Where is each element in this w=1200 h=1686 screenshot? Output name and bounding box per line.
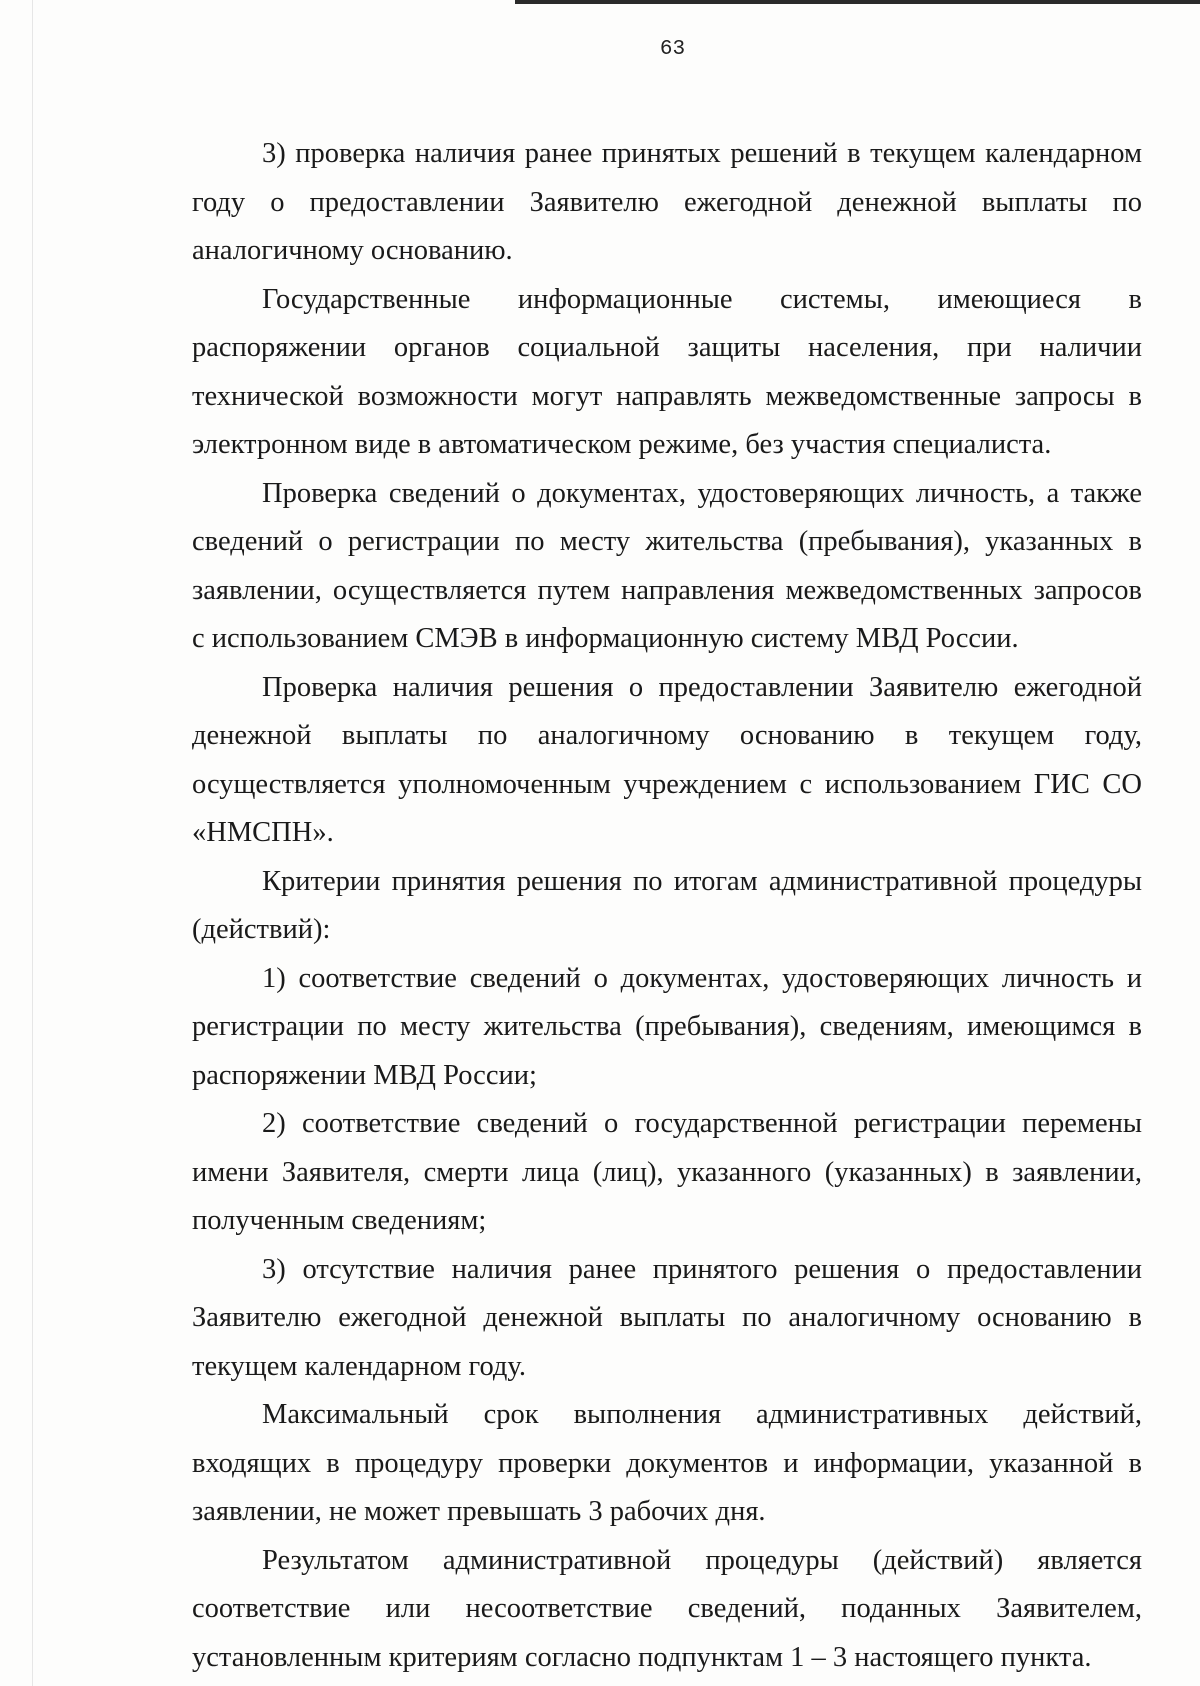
page-number: 63	[659, 38, 686, 61]
paragraph-result: Результатом административной процедуры (действий) является соответствие или несоответствие сведений, поданных Заявителем, установленным критериям согласно подпунктам 1 – 3 настоящего пункта.	[192, 1544, 1142, 1673]
paragraph-criteria-heading: Критерии принятия решения по итогам административной процедуры (действий):	[192, 865, 1142, 945]
paragraph-criterion-2: 2) соответствие сведений о государственной регистрации перемены имени Заявителя, смерти лица (лиц), указанного (указанных) в заявлении, полученным сведениям;	[192, 1108, 1142, 1236]
paragraph-item-3-check-previous-decisions: 3) проверка наличия ранее принятых решений в текущем календарном году о предоставлении Заявителю ежегодной денежной выплаты по аналогичному основанию.	[192, 138, 1142, 266]
paragraph-criterion-1: 1) соответствие сведений о документах, удостоверяющих личность и регистрации по месту жительства (пребывания), сведениям, имеющимся в распоряжении МВД России;	[192, 962, 1142, 1091]
paragraph-criterion-3: 3) отсутствие наличия ранее принятого решения о предоставлении Заявителю ежегодной денежной выплаты по аналогичному основанию в текущем календарном году.	[192, 1253, 1142, 1382]
paragraph-information-systems: Государственные информационные системы, имеющиеся в распоряжении органов социальной защиты населения, при наличии технической возможности могут направлять межведомственные запросы в электронном виде в автоматическом режиме, без участия специалиста.	[192, 283, 1142, 460]
paragraph-max-term: Максимальный срок выполнения административных действий, входящих в процедуру проверки документов и информации, указанной в заявлении, не может превышать 3 рабочих дня.	[192, 1399, 1142, 1527]
paragraph-identity-check: Проверка сведений о документах, удостоверяющих личность, а также сведений о регистрации по месту жительства (пребывания), указанных в заявлении, осуществляется путем направления межведомственных запросов с использованием СМЭВ в информационную систему МВД России.	[192, 477, 1142, 654]
paragraph-decision-check: Проверка наличия решения о предоставлении Заявителю ежегодной денежной выплаты по аналогичному основанию в текущем году, осуществляется уполномоченным учреждением с использованием ГИС СО «НМСПН».	[192, 671, 1142, 848]
scan-top-rule	[515, 0, 1200, 4]
document-body	[192, 130, 1142, 1682]
scan-left-edge	[32, 0, 33, 1686]
